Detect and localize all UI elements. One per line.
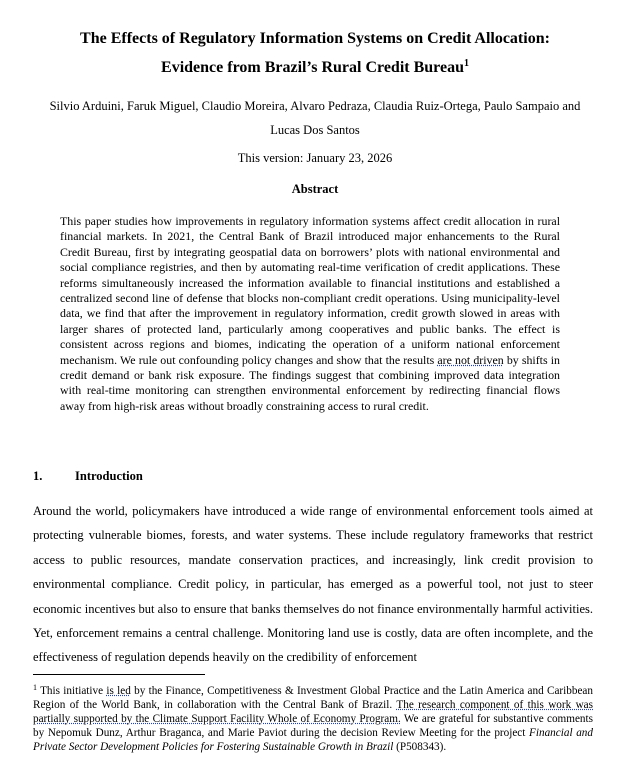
footnote-separator [33, 674, 205, 675]
title-footnote-mark: 1 [463, 58, 469, 69]
abstract-body [60, 214, 560, 414]
author-list [20, 94, 610, 142]
footnote-project-title: Financial and Private Sector Development Policies for Fostering Sustainable Growth in Brazil [33, 726, 593, 753]
footnote-flagged-phrase-1: is led [106, 685, 131, 697]
authors-line-1: Silvio Arduini, Faruk Miguel, Claudio Moreira, Alvaro Pedraza, Claudia Ruiz-Ortega, Paulo Sampaio and [49, 99, 581, 113]
footnote-text-4: (P508343). [393, 740, 447, 753]
footnote-text-2: by the Finance, Competitiveness & Investment Global Practice and the Latin America and Caribbean Region of the World Bank, in collaboration with the Central Bank of Brazil. [33, 685, 593, 711]
version-date: This version: January 23, 2026 [237, 151, 393, 165]
abstract-text-1: This paper studies how improvements in regulatory information systems affect credit allocation in rural financial markets. In 2021, the Central Bank of Brazil introduced major enhancements to the Rural Credit Bureau, first by integrating geospatial data on borrowers’ plots with national environmental and social compliance registries, and then by automating real-time verification of credit applications. These reforms simultaneously increased the information available to financial institutions and established a centralized second line of defense that blocks non-compliant credit operations. Using municipality-level data, we find that after the improvement in regulatory information, credit growth slowed in areas with larger shares of protected land, particularly among cooperatives and public banks. The effect is consistent across regions and biomes, indicating the operation of a uniform national enforcement mechanism. We rule out confounding policy changes and show that the results [60, 214, 560, 367]
authors-line-2: Lucas Dos Santos [270, 123, 360, 137]
abstract-flagged-phrase: are not driven [437, 352, 504, 367]
section-number: 1. [33, 469, 43, 483]
footnote-text-1: This initiative [37, 685, 107, 697]
footnote-flagged-phrase-2: The research component of this work was partially supported by the Climate Support Facility Whole of Economy Program. [33, 698, 593, 725]
abstract-text-2: by shifts in credit demand or bank risk exposure. The findings suggest that combining improved data integration with real-time monitoring can strengthen environmental enforcement by redirecting financial flows away from high-risk areas without broadly constraining access to rural credit. [60, 352, 560, 413]
title-line-2 [0, 58, 630, 77]
footnote-text-3: We are grateful for substantive comments by Nepomuk Dunz, Arthur Braganca, and Marie Paviot during the decision Review Meeting for the project [33, 712, 593, 739]
introduction-paragraph: Around the world, policymakers have introduced a wide range of environmental enforcement tools aimed at protecting vulnerable biomes, forests, and water systems. These include regulatory frameworks that restrict access to public resources, mandate conservation practices, and increasingly, link credit provision to environmental compliance. Credit policy, in particular, has emerged as a powerful tool, not just to steer economic incentives but also to ensure that banks themselves do not finance environmentally harmful activities. Yet, enforcement remains a central challenge. Monitoring land use is costly, data are often incomplete, and the effectiveness of regulation depends heavily on the credibility of enforcement [33, 504, 593, 665]
title-line-2-text: Evidence from Brazil’s Rural Credit Bureau [161, 59, 464, 76]
title-line-1: The Effects of Regulatory Information Systems on Credit Allocation: [80, 30, 550, 47]
section-heading-introduction [33, 469, 143, 484]
footnote-mark: 1 [33, 683, 37, 692]
footnote-1 [33, 681, 593, 755]
abstract-heading: Abstract [291, 182, 339, 196]
section-title: Introduction [75, 469, 143, 483]
